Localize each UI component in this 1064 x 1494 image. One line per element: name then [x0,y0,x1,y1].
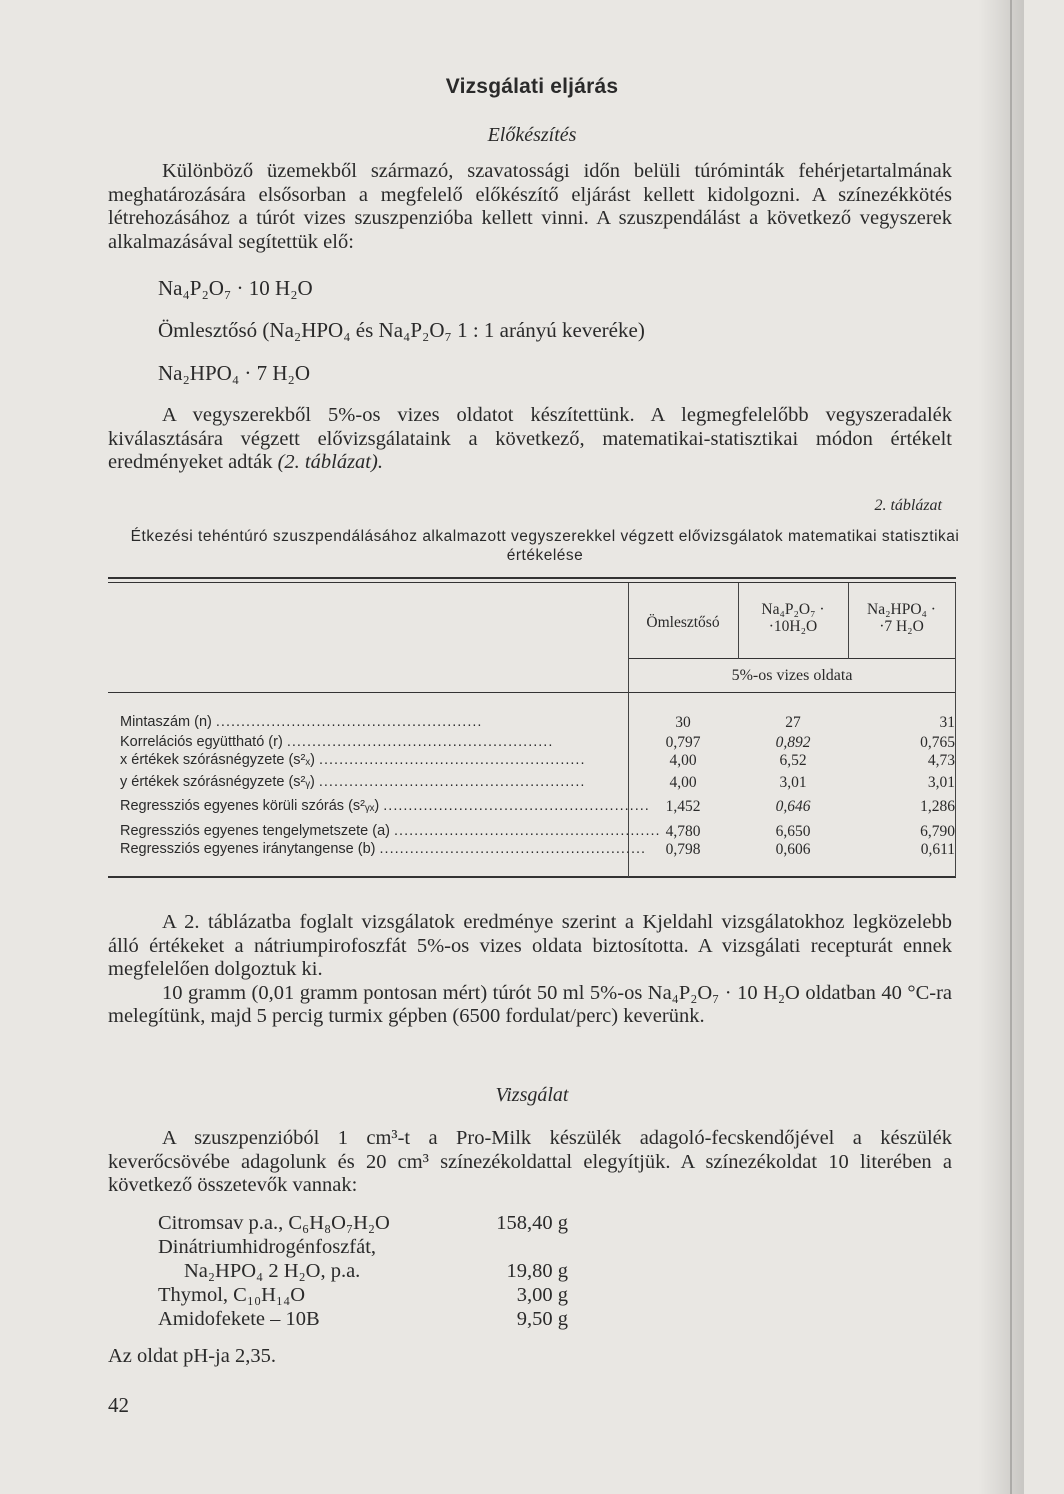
leader-dots: ..................................................... [383,798,650,814]
page-heading: Vizsgálati eljárás [445,75,619,98]
cell-phosphate-value: 0,765 [920,734,955,751]
col-header-pyrophosphate [738,601,848,635]
cell-phosphate-value: 6,790 [920,823,955,840]
statistics-table [108,577,956,879]
paragraph-1 [108,160,952,254]
cell-phosphate [848,798,955,816]
page-edge-line [1010,0,1012,1494]
cell-phosphate [848,734,955,752]
cell-phosphate [848,714,955,732]
row-label [120,734,620,750]
paragraph-1-text: Különböző üzemekből származó, szavatossági időn belüli túróminták fehérjetartalmának meghatározására elsősorban a megfelelő előkészítő eljárást kellett kidolgozni. A színezékkötés létrehozásához a túrót vizes szuszpenzióba kellett vinni. A szuszpendálást a következő vegyszerek alkalmazásával segítettük elő: [108,160,952,253]
table-header-rule [108,692,956,693]
row-label-text: x értékek szórásnégyzete (s²ₓ) [120,752,315,768]
table-number: 2. táblázat [874,497,942,514]
cell-omlesztoso: 30 [675,714,691,731]
cell-pyrophosphate: 0,646 [775,798,811,815]
table-caption: Étkezési tehéntúró szuszpendálásához alkalmazott vegyszerekkel végzett elővizsgálatok matematikai statisztikai értékelése [130,528,960,564]
recipe-item-amount: 158,40 g [496,1212,568,1234]
ph-line-text: Az oldat pH-ja 2,35. [108,1345,276,1367]
paragraph-5 [108,1127,952,1198]
row-label [120,752,620,768]
row-label-text: Regressziós egyenes tengelymetszete (a) [120,823,390,839]
leader-dots: ..................................................... [286,734,554,750]
row-label-text: Korrelációs együttható (r) [120,734,283,750]
paragraph-2-text [108,404,952,475]
col-header-phosphate-line-2: ·7 H₂O [879,618,924,635]
recipe-item-amount: 9,50 g [516,1308,568,1330]
recipe-item-name: Thymol, C₁₀H₁₄O [158,1284,306,1306]
table-top-rule-thin [108,582,956,583]
dye-solution-recipe [158,1212,658,1342]
table-top-rule [108,577,956,579]
page-edge-shadow [978,0,1024,1494]
row-label-text: Mintaszám (n) [120,714,212,730]
col-header-omlesztoso-line-1: Ömlesztősó [646,614,720,631]
col-header-omlesztoso [628,614,738,631]
recipe-item-name: Na₂HPO₄ 2 H₂O, p.a. [184,1260,361,1282]
paragraph-4-text: 10 gramm (0,01 gramm pontosan mért) túrót 50 ml 5%-os Na₄P₂O₇ · 10 H₂O oldatban 40 °C-ra melegítünk, majd 5 percig turmix gépben (6500 fordulat/perc) keverünk. [108,981,952,1028]
cell-omlesztoso: 0,797 [665,734,701,751]
paragraph-3 [108,911,952,1029]
cell-pyrophosphate: 27 [785,714,801,731]
cell-omlesztoso: 1,452 [665,798,701,815]
col-header-phosphate [848,601,955,635]
leader-dots: ..................................................... [379,841,647,857]
cell-phosphate [848,752,955,770]
table-reference: (2. táblázat). [277,451,383,474]
recipe-item-name: Amidofekete – 10B [158,1308,320,1330]
row-label [120,774,620,790]
recipe-item-name: Citromsav p.a., C₆H₈O₇H₂O [158,1212,390,1234]
row-label-text: y értékek szórásnégyzete (s²ᵧ) [120,774,315,790]
cell-phosphate-value: 4,73 [927,752,955,769]
reagent-2: Ömlesztősó (Na₂HPO₄ és Na₄P₂O₇ 1 : 1 arányú keveréke) [158,318,645,342]
row-label-text: Regressziós egyenes körüli szórás (s²ᵧₓ) [120,798,380,814]
row-label [120,823,661,839]
recipe-item-name: Dinátriumhidrogénfoszfát, [158,1236,377,1258]
paragraph-2 [108,404,952,475]
cell-pyrophosphate: 6,52 [779,752,807,769]
cell-omlesztoso: 4,780 [665,823,701,840]
table-bottom-rule [108,876,956,878]
reagent-3: Na₂HPO₄ · 7 H₂O [158,361,311,385]
col-header-pyrophosphate-line-1: Na₄P₂O₇ · [761,601,825,618]
cell-phosphate [848,841,955,859]
cell-phosphate-value: 0,611 [920,841,955,858]
row-label [120,714,620,730]
section-subtitle-examination: Vizsgálat [495,1084,569,1106]
table-header-divider [628,658,956,659]
leader-dots: ..................................................... [318,774,586,790]
cell-phosphate-value: 31 [939,714,955,731]
paragraph-5-text: A szuszpenzióból 1 cm³-t a Pro-Milk készülék adagoló-fecskendőjével a készülék keverőcsövébe adagolunk és 20 cm³ színezékoldattal elegyítjük. A színezékoldat 10 literében a következő összetevők vannak: [108,1127,952,1197]
recipe-item-amount: 19,80 g [506,1260,568,1282]
leader-dots: ..................................................... [215,714,483,730]
leader-dots: ..................................................... [394,823,661,839]
cell-omlesztoso: 0,798 [665,841,701,858]
row-label [120,798,650,814]
cell-phosphate-value: 1,286 [920,798,955,815]
cell-phosphate [848,774,955,792]
cell-phosphate [848,823,955,841]
cell-pyrophosphate: 0,606 [775,841,811,858]
table-subheader: 5%-os vizes oldata [731,667,853,684]
cell-pyrophosphate: 6,650 [775,823,811,840]
ph-line [108,1345,952,1369]
page-number: 42 [108,1393,129,1417]
paragraph-3-text: A 2. táblázatba foglalt vizsgálatok eredménye szerint a Kjeldahl vizsgálatokhoz legközelebb álló értékeket a nátriumpirofoszfát 5%-os vizes oldata biztosította. A vizsgálati recepturát ennek megfelelően dolgoztuk ki. [108,911,952,981]
cell-pyrophosphate: 3,01 [779,774,807,791]
col-header-pyrophosphate-line-2: ·10H₂O [768,618,818,635]
cell-omlesztoso: 4,00 [669,752,697,769]
recipe-item-amount: 3,00 g [516,1284,568,1306]
reagent-1: Na₄P₂O₇ · 10 H₂O [158,276,313,300]
row-label-text: Regressziós egyenes iránytangense (b) [120,841,376,857]
col-header-phosphate-line-1: Na₂HPO₄ · [867,601,936,618]
cell-pyrophosphate: 0,892 [775,734,811,751]
leader-dots: ..................................................... [318,752,586,768]
paragraph-2-body: A vegyszerekből 5%-os vizes oldatot készítettünk. A legmegfelelőbb vegyszeradalék kiválasztására végzett elővizsgálataink a következő, matematikai-statisztikai módon értékelt eredményeket adták [108,404,952,474]
table-col-line-right [955,583,956,877]
cell-phosphate-value: 3,01 [927,774,955,791]
row-label [120,841,647,857]
section-subtitle-preparation: Előkészítés [487,124,577,146]
cell-omlesztoso: 4,00 [669,774,697,791]
